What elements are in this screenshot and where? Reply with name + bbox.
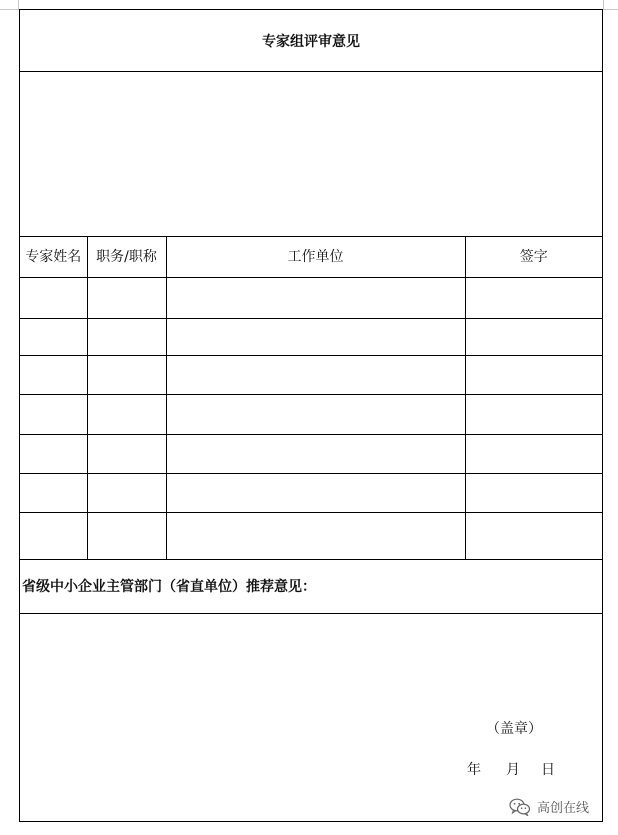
expert-name-cell[interactable] bbox=[20, 512, 87, 559]
header-signature: 签字 bbox=[465, 236, 602, 277]
header-position-title: 职务/职称 bbox=[87, 236, 166, 277]
position-title-cell[interactable] bbox=[87, 473, 166, 512]
position-title-cell[interactable] bbox=[87, 277, 166, 318]
work-unit-cell[interactable] bbox=[166, 277, 465, 318]
signature-cell[interactable] bbox=[465, 355, 602, 394]
crop-mark bbox=[0, 9, 19, 10]
recommendation-label: 省级中小企业主管部门（省直单位）推荐意见： bbox=[22, 578, 316, 595]
date-month-label: 月 bbox=[506, 762, 520, 778]
position-title-cell[interactable] bbox=[87, 355, 166, 394]
date-year-label: 年 bbox=[467, 762, 481, 778]
header-work-unit: 工作单位 bbox=[166, 236, 465, 277]
position-title-cell[interactable] bbox=[87, 318, 166, 355]
table-row bbox=[20, 434, 602, 473]
crop-mark bbox=[18, 0, 19, 9]
expert-name-cell[interactable] bbox=[20, 318, 87, 355]
signature-cell[interactable] bbox=[465, 318, 602, 355]
expert-name-cell[interactable] bbox=[20, 473, 87, 512]
work-unit-cell[interactable] bbox=[166, 394, 465, 434]
recommendation-heading bbox=[20, 558, 602, 614]
expert-name-cell[interactable] bbox=[20, 355, 87, 394]
expert-opinion-area[interactable] bbox=[20, 71, 602, 237]
table-row bbox=[20, 318, 602, 355]
review-form bbox=[19, 9, 603, 822]
date-day-label: 日 bbox=[541, 762, 555, 778]
table-row bbox=[20, 277, 602, 318]
work-unit-cell[interactable] bbox=[166, 512, 465, 559]
form-title-text: 专家组评审意见 bbox=[262, 33, 360, 50]
watermark-text: 高创在线 bbox=[537, 801, 590, 816]
position-title-cell[interactable] bbox=[87, 434, 166, 473]
table-header-row bbox=[20, 236, 602, 277]
position-title-cell[interactable] bbox=[87, 512, 166, 559]
wechat-icon bbox=[509, 798, 531, 816]
position-title-cell[interactable] bbox=[87, 394, 166, 434]
work-unit-cell[interactable] bbox=[166, 318, 465, 355]
signature-cell[interactable] bbox=[465, 473, 602, 512]
work-unit-cell[interactable] bbox=[166, 434, 465, 473]
expert-table bbox=[20, 236, 602, 560]
work-unit-cell[interactable] bbox=[166, 473, 465, 512]
header-expert-name: 专家姓名 bbox=[20, 236, 87, 277]
work-unit-cell[interactable] bbox=[166, 355, 465, 394]
expert-name-cell[interactable] bbox=[20, 394, 87, 434]
form-title bbox=[20, 10, 602, 72]
signature-cell[interactable] bbox=[465, 394, 602, 434]
signature-cell[interactable] bbox=[465, 434, 602, 473]
table-row bbox=[20, 473, 602, 512]
table-row bbox=[20, 394, 602, 434]
table-row bbox=[20, 512, 602, 559]
table-row bbox=[20, 355, 602, 394]
signature-cell[interactable] bbox=[465, 512, 602, 559]
crop-mark bbox=[603, 0, 604, 9]
crop-mark bbox=[603, 9, 618, 10]
expert-name-cell[interactable] bbox=[20, 434, 87, 473]
signature-cell[interactable] bbox=[465, 277, 602, 318]
seal-label: （盖章） bbox=[486, 721, 542, 737]
expert-name-cell[interactable] bbox=[20, 277, 87, 318]
watermark bbox=[509, 797, 589, 816]
